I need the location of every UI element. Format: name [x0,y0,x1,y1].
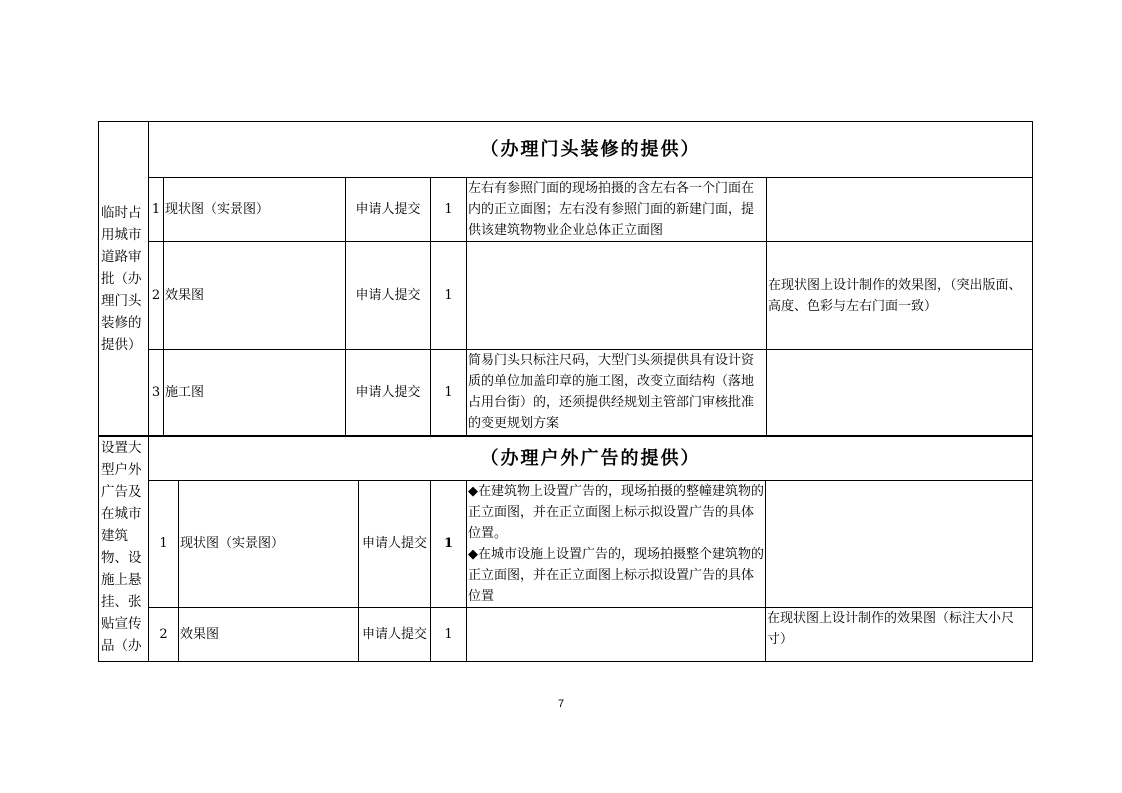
row-number: 1 [149,481,179,608]
table-row [99,178,1033,242]
material-note [767,178,1033,242]
material-source: 申请人提交 [346,350,431,436]
table-header-row [99,437,1033,481]
description-item: ◆在城市设施上设置广告的，现场拍摄整个建筑物的正立面图，并在正立面图上标示拟设置广告的具体位置 [468,547,764,604]
copies: 1 [431,178,467,242]
copies: 1 [431,350,467,436]
table-row [99,242,1033,350]
page-number: 7 [557,698,565,710]
material-name: 效果图 [164,242,346,350]
copies: 1 [431,242,467,350]
door-renovation-table [98,121,1033,436]
material-note: 在现状图上设计制作的效果图（标注大小尺寸） [766,608,1033,662]
material-note [767,350,1033,436]
material-source: 申请人提交 [359,481,431,608]
table-row [99,350,1033,436]
section-header: （办理户外广告的提供） [149,437,1033,481]
material-note: 在现状图上设计制作的效果图，（突出版面、高度、色彩与左右门面一致） [767,242,1033,350]
table-row [99,608,1033,662]
material-description [467,242,767,350]
copies: 1 [431,481,467,608]
row-number: 3 [149,350,164,436]
material-note [766,481,1033,608]
description-item: ◆在建筑物上设置广告的，现场拍摄的整幢建筑物的正立面图，并在正立面图上标示拟设置广告的具体位置。 [468,484,764,541]
table-header-row [99,122,1033,178]
outdoor-ad-table [98,436,1033,662]
side-category-label: 临时占用城市道路审批（办理门头装修的提供） [99,122,149,436]
material-name: 现状图（实景图） [164,178,346,242]
material-name: 现状图（实景图） [179,481,359,608]
material-description: 简易门头只标注尺码，大型门头须提供具有设计资质的单位加盖印章的施工图，改变立面结构（落地占用台街）的，还须提供经规划主管部门审核批准的变更规划方案 [467,350,767,436]
material-name: 效果图 [179,608,359,662]
material-source: 申请人提交 [346,242,431,350]
material-description [467,481,766,608]
row-number: 2 [149,608,179,662]
row-number: 1 [149,178,164,242]
material-name: 施工图 [164,350,346,436]
material-source: 申请人提交 [359,608,431,662]
material-source: 申请人提交 [346,178,431,242]
material-description: 左右有参照门面的现场拍摄的含左右各一个门面在内的正立面图；左右没有参照门面的新建门面，提供该建筑物物业企业总体正立面图 [467,178,767,242]
section-header: （办理门头装修的提供） [149,122,1033,178]
side-category-label: 设置大型户外广告及在城市建筑物、设施上悬挂、张贴宣传品（办 [99,437,149,662]
copies: 1 [431,608,467,662]
table-row [99,481,1033,608]
material-description [467,608,766,662]
row-number: 2 [149,242,164,350]
